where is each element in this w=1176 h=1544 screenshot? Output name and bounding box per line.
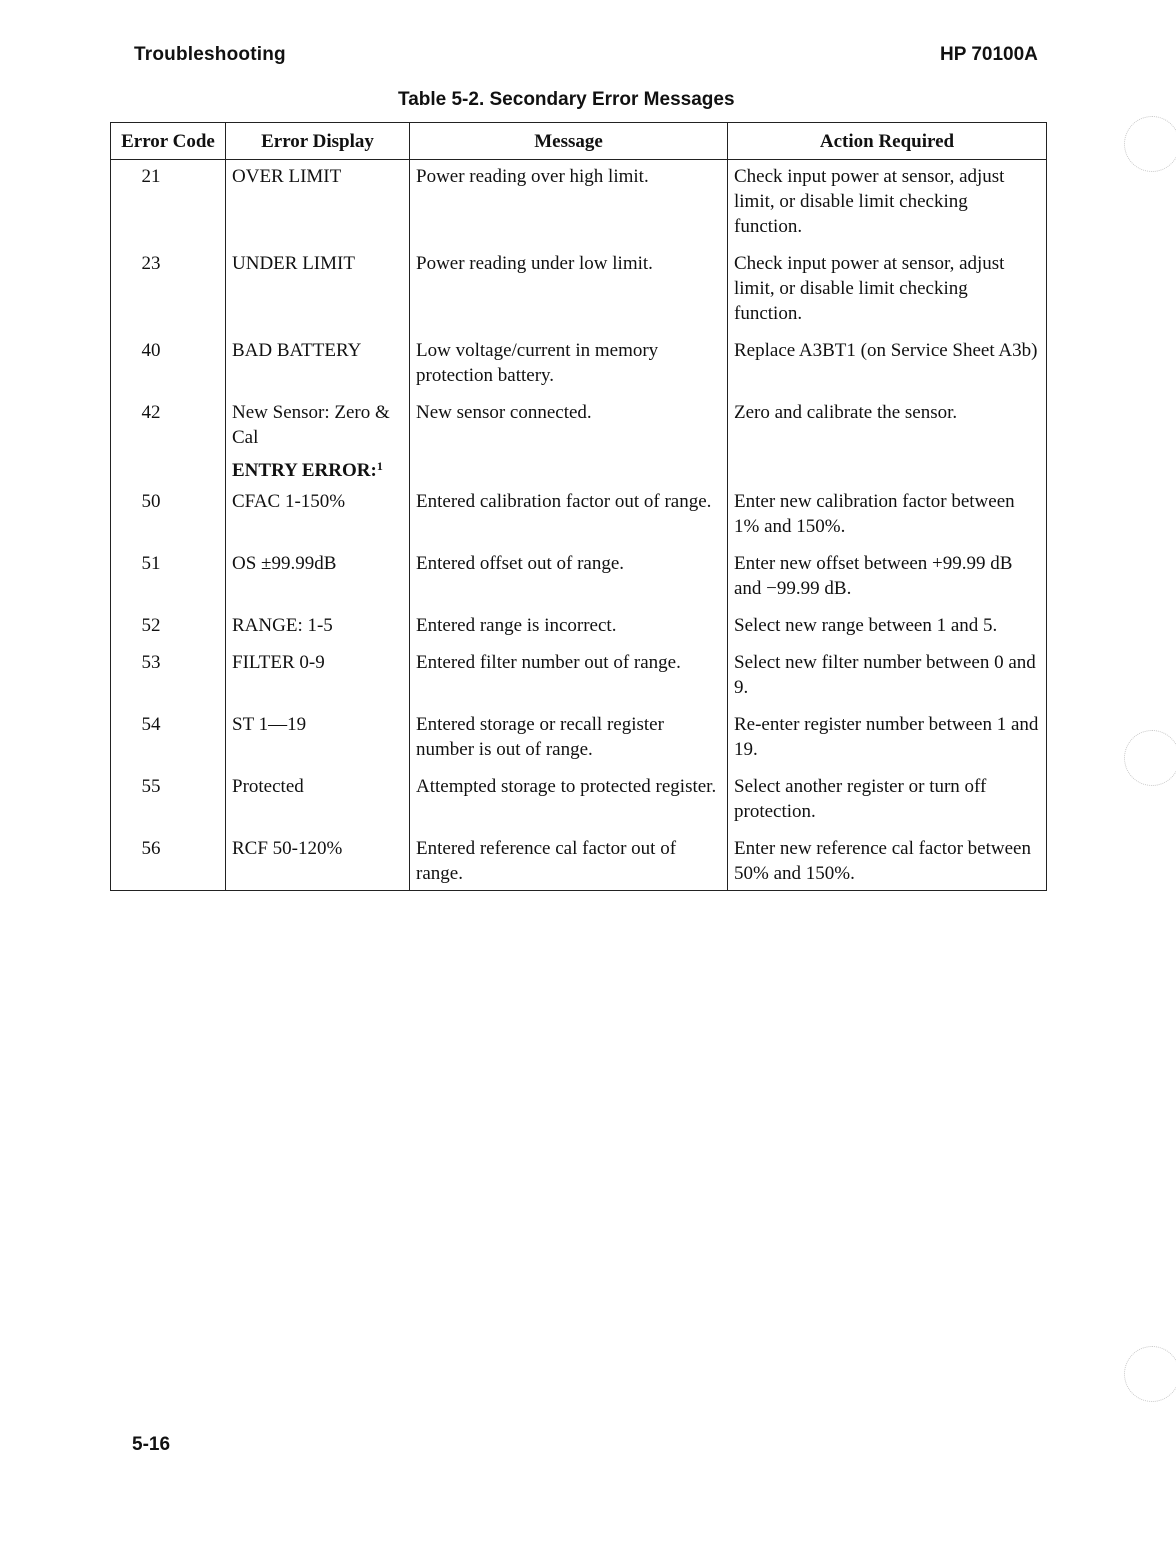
error-display-cell: BAD BATTERY: [226, 334, 410, 396]
action-cell: Check input power at sensor, adjust limit, or disable limit checking function.: [728, 247, 1047, 334]
column-header-action-required: Action Required: [728, 123, 1047, 160]
message-cell: Attempted storage to protected register.: [410, 770, 728, 832]
error-display-cell: CFAC 1-150%: [226, 485, 410, 547]
page-number: 5-16: [132, 1434, 171, 1455]
error-display-cell: OVER LIMIT: [226, 160, 410, 248]
action-cell: Replace A3BT1 (on Service Sheet A3b): [728, 334, 1047, 396]
message-cell: Entered reference cal factor out of range.: [410, 832, 728, 891]
error-display-cell: UNDER LIMIT: [226, 247, 410, 334]
message-cell: Entered calibration factor out of range.: [410, 485, 728, 547]
error-display-cell: FILTER 0-9: [226, 646, 410, 708]
error-display-cell: OS ±99.99dB: [226, 547, 410, 609]
error-display-cell: New Sensor: Zero & Cal: [226, 396, 410, 458]
error-display-cell: Protected: [226, 770, 410, 832]
empty-cell: [410, 458, 728, 485]
error-code-cell: 50: [111, 485, 226, 547]
message-cell: Power reading under low limit.: [410, 247, 728, 334]
section-row-entry-error: [111, 458, 1047, 485]
error-code-cell: 40: [111, 334, 226, 396]
error-code-cell: 55: [111, 770, 226, 832]
action-cell: Enter new reference cal factor between 50% and 150%.: [728, 832, 1047, 891]
action-cell: Select another register or turn off protection.: [728, 770, 1047, 832]
error-display-cell: ST 1—19: [226, 708, 410, 770]
section-label: [226, 458, 410, 485]
message-cell: Entered offset out of range.: [410, 547, 728, 609]
table-row: [111, 832, 1047, 891]
table-row: [111, 485, 1047, 547]
action-cell: Select new range between 1 and 5.: [728, 609, 1047, 646]
error-code-cell: 42: [111, 396, 226, 458]
message-cell: New sensor connected.: [410, 396, 728, 458]
table-row: [111, 160, 1047, 248]
column-header-error-display: Error Display: [226, 123, 410, 160]
action-cell: Re-enter register number between 1 and 19.: [728, 708, 1047, 770]
action-cell: Select new filter number between 0 and 9.: [728, 646, 1047, 708]
table-row: [111, 334, 1047, 396]
table-row: [111, 646, 1047, 708]
action-cell: Check input power at sensor, adjust limit, or disable limit checking function.: [728, 160, 1047, 248]
section-label-text: ENTRY ERROR:: [232, 460, 377, 481]
error-table: [110, 122, 1047, 891]
action-cell: Zero and calibrate the sensor.: [728, 396, 1047, 458]
table-row: [111, 708, 1047, 770]
table-row: [111, 609, 1047, 646]
message-cell: Power reading over high limit.: [410, 160, 728, 248]
table-row: [111, 547, 1047, 609]
empty-cell: [728, 458, 1047, 485]
table-row: [111, 247, 1047, 334]
error-code-cell: 21: [111, 160, 226, 248]
message-cell: Entered range is incorrect.: [410, 609, 728, 646]
error-code-cell: 51: [111, 547, 226, 609]
column-header-message: Message: [410, 123, 728, 160]
table-header-row: [111, 123, 1047, 160]
message-cell: Entered storage or recall register number is out of range.: [410, 708, 728, 770]
error-code-cell: 54: [111, 708, 226, 770]
binder-hole-bottom: [1124, 1346, 1176, 1402]
error-code-cell: 23: [111, 247, 226, 334]
table-row: [111, 770, 1047, 832]
column-header-error-code: Error Code: [111, 123, 226, 160]
table-title: Table 5-2. Secondary Error Messages: [398, 89, 735, 110]
binder-hole-middle: [1124, 730, 1176, 786]
binder-hole-top: [1124, 116, 1176, 172]
footnote-marker: 1: [376, 459, 383, 473]
error-display-cell: RANGE: 1-5: [226, 609, 410, 646]
action-cell: Enter new offset between +99.99 dB and −99.99 dB.: [728, 547, 1047, 609]
running-header-section: Troubleshooting: [134, 44, 286, 65]
error-code-cell: 52: [111, 609, 226, 646]
empty-cell: [111, 458, 226, 485]
error-code-cell: 56: [111, 832, 226, 891]
message-cell: Entered filter number out of range.: [410, 646, 728, 708]
error-code-cell: 53: [111, 646, 226, 708]
message-cell: Low voltage/current in memory protection battery.: [410, 334, 728, 396]
table-row: [111, 396, 1047, 458]
action-cell: Enter new calibration factor between 1% and 150%.: [728, 485, 1047, 547]
error-display-cell: RCF 50-120%: [226, 832, 410, 891]
running-header-model: HP 70100A: [940, 44, 1038, 65]
